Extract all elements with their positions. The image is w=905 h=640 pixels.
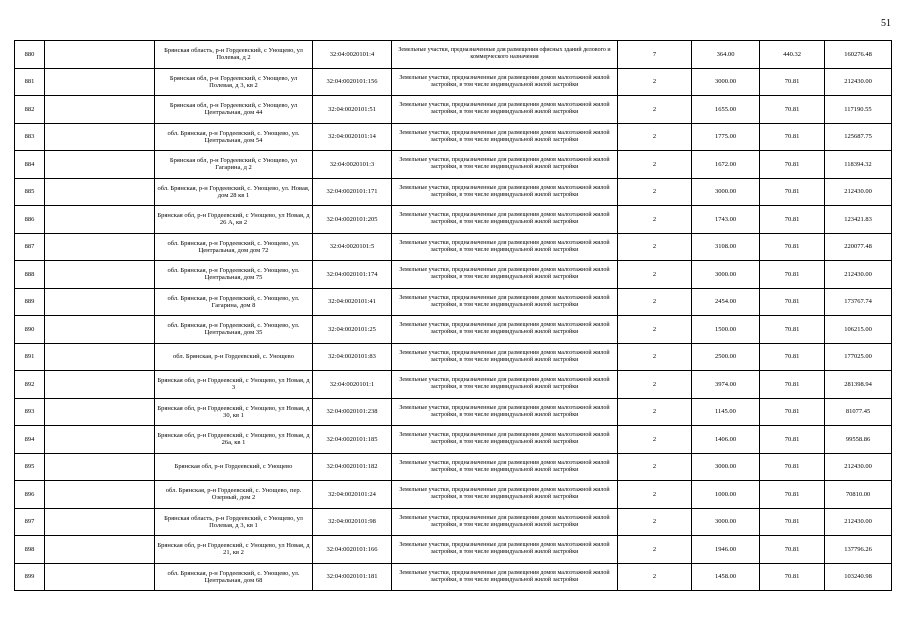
- row-number-cell: 886: [15, 206, 45, 234]
- land-use-description-cell: Земельные участки, предназначенные для размещения домов малоэтажной жилой застройки, в том числе индивидуальной жилой застройки: [392, 206, 618, 234]
- empty-cell: [45, 563, 155, 591]
- cadastral-value-cell: 99558.86: [825, 426, 892, 454]
- row-number-cell: 888: [15, 261, 45, 289]
- empty-cell: [45, 178, 155, 206]
- cadastral-value-cell: 160276.48: [825, 41, 892, 69]
- area-cell: 1775.00: [692, 123, 760, 151]
- land-use-description-cell: Земельные участки, предназначенные для размещения домов малоэтажной жилой застройки, в том числе индивидуальной жилой застройки: [392, 343, 618, 371]
- cadastral-value-cell: 137796.26: [825, 536, 892, 564]
- table-row: [15, 316, 892, 344]
- cadastral-number-cell: 32:04:0020101:185: [313, 426, 392, 454]
- row-number-cell: 899: [15, 563, 45, 591]
- table-row: [15, 233, 892, 261]
- row-number-cell: 893: [15, 398, 45, 426]
- empty-cell: [45, 398, 155, 426]
- cadastral-value-cell: 173767.74: [825, 288, 892, 316]
- land-use-description-cell: Земельные участки, предназначенные для размещения домов малоэтажной жилой застройки, в том числе индивидуальной жилой застройки: [392, 536, 618, 564]
- area-cell: 3000.00: [692, 261, 760, 289]
- cadastral-value-cell: 117190.55: [825, 96, 892, 124]
- area-cell: 1672.00: [692, 151, 760, 179]
- table-row: [15, 563, 892, 591]
- cadastral-value-cell: 70810.00: [825, 481, 892, 509]
- row-number-cell: 898: [15, 536, 45, 564]
- table-row: [15, 481, 892, 509]
- cadastral-number-cell: 32:04:0020101:171: [313, 178, 392, 206]
- cadastral-number-cell: 32:04:0020101:166: [313, 536, 392, 564]
- specific-value-cell: 70.81: [760, 261, 825, 289]
- specific-value-cell: 70.81: [760, 316, 825, 344]
- cadastral-number-cell: 32:04:0020101:4: [313, 41, 392, 69]
- specific-value-cell: 70.81: [760, 536, 825, 564]
- specific-value-cell: 70.81: [760, 453, 825, 481]
- cadastral-number-cell: 32:04:0020101:5: [313, 233, 392, 261]
- cadastral-value-cell: 212430.00: [825, 261, 892, 289]
- table-row: [15, 261, 892, 289]
- specific-value-cell: 70.81: [760, 123, 825, 151]
- cadastral-number-cell: 32:04:0020101:1: [313, 371, 392, 399]
- cadastral-value-cell: 125687.75: [825, 123, 892, 151]
- specific-value-cell: 70.81: [760, 206, 825, 234]
- address-cell: обл. Брянская, р-н Гордеевский, с. Унощево, ул. Новая, дом 28 кв 1: [155, 178, 313, 206]
- land-use-description-cell: Земельные участки, предназначенные для размещения домов малоэтажной жилой застройки, в том числе индивидуальной жилой застройки: [392, 371, 618, 399]
- empty-cell: [45, 426, 155, 454]
- table-row: [15, 453, 892, 481]
- empty-cell: [45, 123, 155, 151]
- row-number-cell: 897: [15, 508, 45, 536]
- row-number-cell: 880: [15, 41, 45, 69]
- area-cell: 3000.00: [692, 178, 760, 206]
- cadastral-value-cell: 281398.94: [825, 371, 892, 399]
- empty-cell: [45, 288, 155, 316]
- land-use-description-cell: Земельные участки, предназначенные для размещения домов малоэтажной жилой застройки, в том числе индивидуальной жилой застройки: [392, 398, 618, 426]
- row-number-cell: 884: [15, 151, 45, 179]
- cadastral-number-cell: 32:04:0020101:174: [313, 261, 392, 289]
- specific-value-cell: 70.81: [760, 426, 825, 454]
- row-number-cell: 881: [15, 68, 45, 96]
- table-row: [15, 398, 892, 426]
- cadastral-value-cell: 212430.00: [825, 508, 892, 536]
- table-row: [15, 371, 892, 399]
- category-cell: 2: [618, 178, 692, 206]
- address-cell: Брянская обл, р-н Гордеевский, с Унощево, ул Новая, д 26 А, кв 2: [155, 206, 313, 234]
- area-cell: 3000.00: [692, 453, 760, 481]
- category-cell: 2: [618, 206, 692, 234]
- category-cell: 2: [618, 426, 692, 454]
- empty-cell: [45, 453, 155, 481]
- row-number-cell: 887: [15, 233, 45, 261]
- land-use-description-cell: Земельные участки, предназначенные для размещения домов малоэтажной жилой застройки, в том числе индивидуальной жилой застройки: [392, 261, 618, 289]
- row-number-cell: 892: [15, 371, 45, 399]
- row-number-cell: 882: [15, 96, 45, 124]
- specific-value-cell: 70.81: [760, 343, 825, 371]
- table-row: [15, 206, 892, 234]
- cadastral-number-cell: 32:04:0020101:51: [313, 96, 392, 124]
- land-use-description-cell: Земельные участки, предназначенные для размещения домов малоэтажной жилой застройки, в том числе индивидуальной жилой застройки: [392, 453, 618, 481]
- cadastral-number-cell: 32:04:0020101:83: [313, 343, 392, 371]
- land-use-description-cell: Земельные участки, предназначенные для размещения домов малоэтажной жилой застройки, в том числе индивидуальной жилой застройки: [392, 68, 618, 96]
- area-cell: 1655.00: [692, 96, 760, 124]
- area-cell: 3974.00: [692, 371, 760, 399]
- page-number: 51: [881, 18, 891, 29]
- cadastral-number-cell: 32:04:0020101:24: [313, 481, 392, 509]
- table-row: [15, 151, 892, 179]
- land-use-description-cell: Земельные участки, предназначенные для размещения домов малоэтажной жилой застройки, в том числе индивидуальной жилой застройки: [392, 96, 618, 124]
- address-cell: Брянская обл, р-н Гордеевский, с Унощево, ул Новая, д 21, кв 2: [155, 536, 313, 564]
- area-cell: 1406.00: [692, 426, 760, 454]
- empty-cell: [45, 481, 155, 509]
- area-cell: 3000.00: [692, 68, 760, 96]
- area-cell: 3000.00: [692, 508, 760, 536]
- land-use-description-cell: Земельные участки, предназначенные для размещения домов малоэтажной жилой застройки, в том числе индивидуальной жилой застройки: [392, 151, 618, 179]
- cadastral-value-table: [14, 40, 892, 591]
- address-cell: Брянская обл, р-н Гордеевский, с Унощево, ул Новая, д 3: [155, 371, 313, 399]
- table-row: [15, 426, 892, 454]
- empty-cell: [45, 68, 155, 96]
- cadastral-number-cell: 32:04:0020101:156: [313, 68, 392, 96]
- specific-value-cell: 70.81: [760, 96, 825, 124]
- category-cell: 2: [618, 151, 692, 179]
- area-cell: 1145.00: [692, 398, 760, 426]
- cadastral-number-cell: 32:04:0020101:238: [313, 398, 392, 426]
- land-use-description-cell: Земельные участки, предназначенные для размещения домов малоэтажной жилой застройки, в том числе индивидуальной жилой застройки: [392, 316, 618, 344]
- cadastral-number-cell: 32:04:0020101:182: [313, 453, 392, 481]
- empty-cell: [45, 536, 155, 564]
- specific-value-cell: 70.81: [760, 508, 825, 536]
- area-cell: 1743.00: [692, 206, 760, 234]
- table-row: [15, 536, 892, 564]
- area-cell: 1458.00: [692, 563, 760, 591]
- cadastral-value-cell: 177025.00: [825, 343, 892, 371]
- row-number-cell: 889: [15, 288, 45, 316]
- cadastral-number-cell: 32:04:0020101:41: [313, 288, 392, 316]
- category-cell: 7: [618, 41, 692, 69]
- address-cell: Брянская обл, р-н Гордеевский, с Унощево, ул Новая, д 30, кв 1: [155, 398, 313, 426]
- table-row: [15, 178, 892, 206]
- cadastral-value-cell: 220077.48: [825, 233, 892, 261]
- area-cell: 364.00: [692, 41, 760, 69]
- category-cell: 2: [618, 536, 692, 564]
- table-row: [15, 508, 892, 536]
- cadastral-value-cell: 212430.00: [825, 453, 892, 481]
- land-use-description-cell: Земельные участки, предназначенные для размещения офисных зданий делового и коммерческого назначения: [392, 41, 618, 69]
- cadastral-value-cell: 123421.83: [825, 206, 892, 234]
- cadastral-number-cell: 32:04:0020101:205: [313, 206, 392, 234]
- address-cell: обл. Брянская, р-н Гордеевский, с. Унощево, ул. Центральная, дом 75: [155, 261, 313, 289]
- land-use-description-cell: Земельные участки, предназначенные для размещения домов малоэтажной жилой застройки, в том числе индивидуальной жилой застройки: [392, 426, 618, 454]
- land-use-description-cell: Земельные участки, предназначенные для размещения домов малоэтажной жилой застройки, в том числе индивидуальной жилой застройки: [392, 288, 618, 316]
- area-cell: 3108.00: [692, 233, 760, 261]
- category-cell: 2: [618, 96, 692, 124]
- category-cell: 2: [618, 123, 692, 151]
- category-cell: 2: [618, 261, 692, 289]
- row-number-cell: 883: [15, 123, 45, 151]
- specific-value-cell: 70.81: [760, 178, 825, 206]
- address-cell: обл. Брянская, р-н Гордеевский, с. Унощево, ул. Центральная, дом дом 72: [155, 233, 313, 261]
- category-cell: 2: [618, 316, 692, 344]
- empty-cell: [45, 206, 155, 234]
- row-number-cell: 895: [15, 453, 45, 481]
- address-cell: обл. Брянская, р-н Гордеевский, с. Унощево, пер. Озерный, дом 2: [155, 481, 313, 509]
- cadastral-value-cell: 118394.32: [825, 151, 892, 179]
- specific-value-cell: 70.81: [760, 481, 825, 509]
- row-number-cell: 896: [15, 481, 45, 509]
- cadastral-number-cell: 32:04:0020101:98: [313, 508, 392, 536]
- row-number-cell: 894: [15, 426, 45, 454]
- category-cell: 2: [618, 398, 692, 426]
- specific-value-cell: 70.81: [760, 288, 825, 316]
- cadastral-value-cell: 212430.00: [825, 178, 892, 206]
- table-body: [15, 41, 892, 591]
- land-use-description-cell: Земельные участки, предназначенные для размещения домов малоэтажной жилой застройки, в том числе индивидуальной жилой застройки: [392, 508, 618, 536]
- area-cell: 1000.00: [692, 481, 760, 509]
- empty-cell: [45, 343, 155, 371]
- category-cell: 2: [618, 453, 692, 481]
- cadastral-number-cell: 32:04:0020101:25: [313, 316, 392, 344]
- table-row: [15, 123, 892, 151]
- address-cell: Брянская обл, р-н Гордеевский, с Унощево, ул Новая, д 26а, кв 1: [155, 426, 313, 454]
- cadastral-number-cell: 32:04:0020101:181: [313, 563, 392, 591]
- address-cell: обл. Брянская, р-н Гордеевский, с. Унощево, ул. Гагарина, дом 8: [155, 288, 313, 316]
- category-cell: 2: [618, 288, 692, 316]
- empty-cell: [45, 41, 155, 69]
- specific-value-cell: 70.81: [760, 68, 825, 96]
- area-cell: 2454.00: [692, 288, 760, 316]
- address-cell: обл. Брянская, р-н Гордеевский, с. Унощево, ул. Центральная, дом 35: [155, 316, 313, 344]
- specific-value-cell: 70.81: [760, 151, 825, 179]
- empty-cell: [45, 151, 155, 179]
- row-number-cell: 891: [15, 343, 45, 371]
- address-cell: Брянская обл, р-н Гордеевский, с Унощево, ул Полевая, д 3, кв 2: [155, 68, 313, 96]
- specific-value-cell: 440.32: [760, 41, 825, 69]
- land-use-description-cell: Земельные участки, предназначенные для размещения домов малоэтажной жилой застройки, в том числе индивидуальной жилой застройки: [392, 563, 618, 591]
- area-cell: 2500.00: [692, 343, 760, 371]
- category-cell: 2: [618, 68, 692, 96]
- area-cell: 1946.00: [692, 536, 760, 564]
- cadastral-value-cell: 212430.00: [825, 68, 892, 96]
- empty-cell: [45, 96, 155, 124]
- empty-cell: [45, 316, 155, 344]
- row-number-cell: 885: [15, 178, 45, 206]
- land-use-description-cell: Земельные участки, предназначенные для размещения домов малоэтажной жилой застройки, в том числе индивидуальной жилой застройки: [392, 178, 618, 206]
- category-cell: 2: [618, 563, 692, 591]
- specific-value-cell: 70.81: [760, 233, 825, 261]
- specific-value-cell: 70.81: [760, 398, 825, 426]
- empty-cell: [45, 261, 155, 289]
- category-cell: 2: [618, 233, 692, 261]
- address-cell: Брянская область, р-н Гордеевский, с Унощево, ул Полевая, д 2: [155, 41, 313, 69]
- category-cell: 2: [618, 481, 692, 509]
- table-row: [15, 343, 892, 371]
- empty-cell: [45, 508, 155, 536]
- address-cell: обл. Брянская, р-н Гордеевский, с. Унощево, ул. Центральная, дом 68: [155, 563, 313, 591]
- cadastral-value-cell: 106215.00: [825, 316, 892, 344]
- land-use-description-cell: Земельные участки, предназначенные для размещения домов малоэтажной жилой застройки, в том числе индивидуальной жилой застройки: [392, 481, 618, 509]
- table-row: [15, 288, 892, 316]
- category-cell: 2: [618, 371, 692, 399]
- address-cell: обл. Брянская, р-н Гордеевский, с. Унощево, ул. Центральная, дом 54: [155, 123, 313, 151]
- specific-value-cell: 70.81: [760, 371, 825, 399]
- table-row: [15, 96, 892, 124]
- address-cell: Брянская область, р-н Гордеевский, с Унощево, ул Полевая, д 3, кв 1: [155, 508, 313, 536]
- empty-cell: [45, 233, 155, 261]
- specific-value-cell: 70.81: [760, 563, 825, 591]
- cadastral-value-cell: 103240.98: [825, 563, 892, 591]
- cadastral-number-cell: 32:04:0020101:14: [313, 123, 392, 151]
- land-use-description-cell: Земельные участки, предназначенные для размещения домов малоэтажной жилой застройки, в том числе индивидуальной жилой застройки: [392, 123, 618, 151]
- row-number-cell: 890: [15, 316, 45, 344]
- land-use-description-cell: Земельные участки, предназначенные для размещения домов малоэтажной жилой застройки, в том числе индивидуальной жилой застройки: [392, 233, 618, 261]
- table-row: [15, 41, 892, 69]
- cadastral-number-cell: 32:04:0020101:3: [313, 151, 392, 179]
- address-cell: Брянская обл, р-н Гордеевский, с Унощево: [155, 453, 313, 481]
- empty-cell: [45, 371, 155, 399]
- address-cell: обл. Брянская, р-н Гордеевский, с. Унощево: [155, 343, 313, 371]
- category-cell: 2: [618, 343, 692, 371]
- category-cell: 2: [618, 508, 692, 536]
- cadastral-value-cell: 81077.45: [825, 398, 892, 426]
- area-cell: 1500.00: [692, 316, 760, 344]
- table-row: [15, 68, 892, 96]
- address-cell: Брянская обл, р-н Гордеевский, с Унощево, ул Центральная, дом 44: [155, 96, 313, 124]
- address-cell: Брянская обл, р-н Гордеевский, с Унощево, ул Гагарина, д 2: [155, 151, 313, 179]
